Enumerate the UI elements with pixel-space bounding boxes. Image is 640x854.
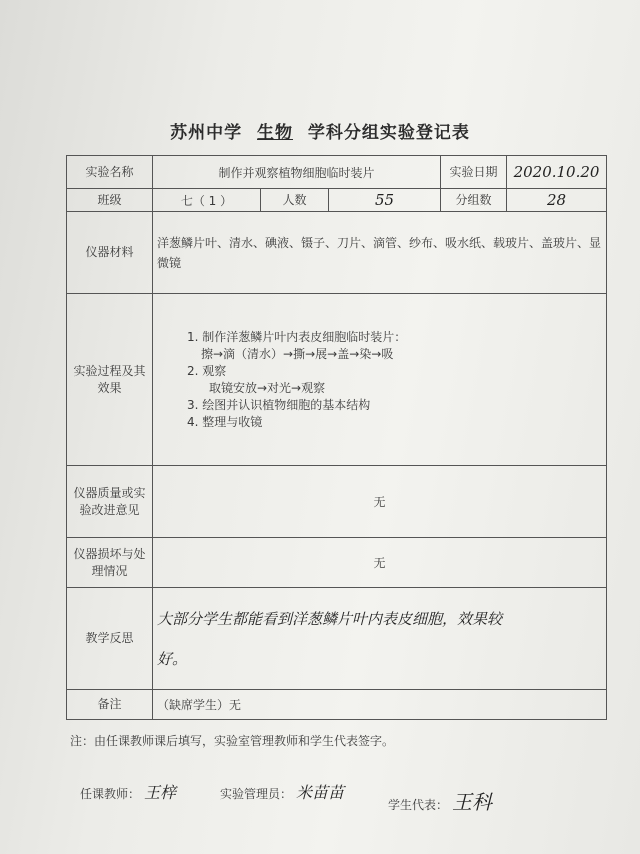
remarks-value: （缺席学生）无 — [153, 690, 607, 720]
class-label: 班级 — [67, 189, 153, 212]
date-label: 实验日期 — [441, 156, 507, 189]
quality-value: 无 — [153, 466, 607, 538]
lab-manager-label: 实验管理员： — [220, 787, 293, 801]
step-4: 4. 整理与收镜 — [187, 414, 263, 429]
step-2-detail: 取镜安放→对光→观察 — [209, 380, 326, 395]
groups-label: 分组数 — [441, 189, 507, 212]
experiment-name-value: 制作并观察植物细胞临时装片 — [153, 156, 441, 189]
row-process — [67, 294, 607, 466]
page-title — [0, 118, 640, 143]
people-label: 人数 — [261, 189, 329, 212]
student-signature — [388, 786, 492, 815]
student-label: 学生代表： — [388, 798, 449, 812]
row-remarks — [67, 690, 607, 720]
row-class — [67, 189, 607, 212]
materials-label: 仪器材料 — [67, 212, 153, 294]
title-subject: 生物 — [257, 123, 293, 143]
experiment-registration-table — [66, 155, 607, 720]
materials-value: 洋葱鳞片叶、清水、碘液、镊子、刀片、滴管、纱布、吸水纸、载玻片、盖玻片、显微镜 — [153, 212, 607, 294]
row-quality — [67, 466, 607, 538]
step-1: 1. 制作洋葱鳞片叶内表皮细胞临时装片： — [187, 329, 407, 344]
step-3: 3. 绘图并认识植物细胞的基本结构 — [187, 397, 371, 412]
damage-label: 仪器损坏与处理情况 — [67, 538, 153, 588]
feedback-value — [153, 588, 607, 690]
people-value: 55 — [329, 189, 441, 212]
step-2: 2. 观察 — [187, 363, 227, 378]
footnote: 注：由任课教师课后填写，实验室管理教师和学生代表签字。 — [70, 734, 395, 748]
damage-value: 无 — [153, 538, 607, 588]
row-damage — [67, 538, 607, 588]
quality-label: 仪器质量或实验改进意见 — [67, 466, 153, 538]
student-name: 王科 — [452, 790, 493, 814]
row-experiment-name — [67, 156, 607, 189]
remarks-label: 备注 — [67, 690, 153, 720]
class-value: 七（ 1 ） — [153, 189, 261, 212]
teacher-label: 任课教师： — [80, 787, 141, 801]
date-value: 2020.10.20 — [507, 156, 607, 189]
title-school: 苏州中学 — [170, 123, 243, 143]
process-label: 实验过程及其效果 — [67, 294, 153, 466]
row-feedback — [67, 588, 607, 690]
teacher-name: 王梓 — [144, 783, 177, 802]
feedback-line-2: 好。 — [157, 649, 188, 668]
lab-manager-name: 米苗苗 — [296, 783, 345, 802]
feedback-label: 教学反思 — [67, 588, 153, 690]
experiment-name-label: 实验名称 — [67, 156, 153, 189]
lab-manager-signature — [220, 780, 344, 803]
step-1-detail: 擦→滴（清水）→撕→展→盖→染→吸 — [201, 346, 394, 361]
title-rest: 学科分组实验登记表 — [307, 123, 470, 143]
process-steps — [157, 329, 602, 431]
process-value — [153, 294, 607, 466]
groups-value: 28 — [507, 189, 607, 212]
teacher-signature — [80, 780, 176, 803]
feedback-line-1: 大部分学生都能看到洋葱鳞片叶内表皮细胞，效果较 — [157, 609, 503, 628]
row-materials — [67, 212, 607, 294]
